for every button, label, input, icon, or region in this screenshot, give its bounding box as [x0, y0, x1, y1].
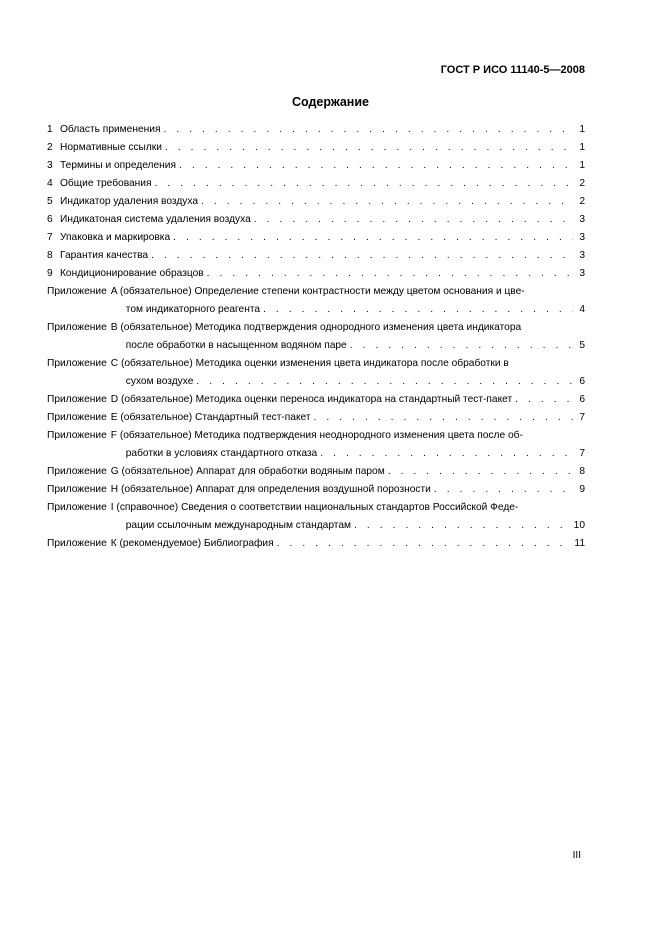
dot-leader [351, 517, 570, 535]
toc-entry-section[interactable] [47, 193, 585, 211]
annex-title: E (обязательное) Стандартный тест-пакет [110, 412, 311, 423]
section-number: 2 [47, 142, 53, 153]
annex-title: D (обязательное) Методика оценки переноса индикатора на стандартный тест-пакет [110, 394, 513, 405]
toc-entry-section[interactable] [47, 157, 585, 175]
toc-entry-annex-h[interactable] [47, 481, 585, 499]
toc-entry-section[interactable] [47, 175, 585, 193]
page-number: 3 [579, 214, 585, 225]
annex-title-line2: рации ссылочным международным стандартам [125, 520, 351, 531]
dot-leader [347, 337, 573, 355]
page-number: 11 [574, 538, 585, 549]
annex-prefix: Приложение [47, 394, 107, 405]
dot-leader [251, 211, 573, 229]
dot-leader [193, 373, 573, 391]
toc-entry-annex-d[interactable] [47, 391, 585, 409]
annex-title-line2: сухом воздухе [125, 376, 194, 387]
annex-title-line2: работки в условиях стандартного отказа [125, 448, 318, 459]
page-number: 7 [579, 448, 585, 459]
dot-leader [170, 229, 573, 247]
annex-title-line2: после обработки в насыщенном водяном паре [125, 340, 347, 351]
page-number: 1 [579, 142, 585, 153]
dot-leader [317, 445, 573, 463]
toc-entry-annex-g[interactable] [47, 463, 585, 481]
page-number: 6 [579, 394, 585, 405]
section-title: Индикатоная система удаления воздуха [60, 214, 251, 225]
page-number: 3 [579, 268, 585, 279]
dot-leader [162, 139, 573, 157]
document-standard-code: ГОСТ Р ИСО 11140-5—2008 [440, 64, 585, 76]
section-title: Термины и определения [60, 160, 176, 171]
annex-prefix: Приложение [47, 502, 107, 513]
dot-leader [152, 175, 573, 193]
dot-leader [512, 391, 573, 409]
section-number: 3 [47, 160, 53, 171]
section-number: 8 [47, 250, 53, 261]
annex-prefix: Приложение [47, 358, 107, 369]
toc-title: Содержание [291, 95, 369, 109]
annex-prefix: Приложение [47, 484, 107, 495]
section-number: 1 [47, 124, 53, 135]
toc-entry-section[interactable] [47, 229, 585, 247]
annex-prefix: Приложение [47, 286, 107, 297]
section-number: 9 [47, 268, 53, 279]
toc-entry-section[interactable] [47, 121, 585, 139]
toc-entry-annex-a[interactable] [47, 283, 585, 319]
toc-entry-section[interactable] [47, 139, 585, 157]
dot-leader [176, 157, 573, 175]
section-number: 5 [47, 196, 53, 207]
toc-entry-section[interactable] [47, 265, 585, 283]
page-number: 4 [579, 304, 585, 315]
page-number: 8 [579, 466, 585, 477]
toc-entry-annex-b[interactable] [47, 319, 585, 355]
page-folio: III [572, 850, 581, 861]
dot-leader [311, 409, 573, 427]
toc-entry-annex-i[interactable] [47, 499, 585, 535]
section-number: 6 [47, 214, 53, 225]
section-number: 4 [47, 178, 53, 189]
annex-prefix: Приложение [47, 412, 107, 423]
page-number: 6 [579, 376, 585, 387]
dot-leader [431, 481, 573, 499]
annex-title: К (рекомендуемое) Библиография [110, 538, 274, 549]
page-number: 3 [579, 232, 585, 243]
dot-leader [274, 535, 571, 553]
page-number: 7 [579, 412, 585, 423]
page-number: 2 [579, 178, 585, 189]
section-title: Упаковка и маркировка [60, 232, 171, 243]
section-title: Индикатор удаления воздуха [60, 196, 199, 207]
annex-title-line1: I (справочное) Сведения о соответствии национальных стандартов Российской Феде- [110, 502, 519, 513]
dot-leader [198, 193, 573, 211]
toc-entry-annex-e[interactable] [47, 409, 585, 427]
toc-entry-section[interactable] [47, 247, 585, 265]
section-number: 7 [47, 232, 53, 243]
annex-title-line1: B (обязательное) Методика подтверждения однородного изменения цвета индикатора [110, 322, 522, 333]
annex-title-line2: том индикаторного реагента [125, 304, 261, 315]
page-number: 2 [579, 196, 585, 207]
dot-leader [385, 463, 573, 481]
section-title: Общие требования [60, 178, 152, 189]
dot-leader [148, 247, 573, 265]
toc-entry-annex-f[interactable] [47, 427, 585, 463]
section-title: Нормативные ссылки [60, 142, 162, 153]
dot-leader [204, 265, 573, 283]
page-number: 10 [573, 520, 585, 531]
table-of-contents [47, 121, 585, 553]
toc-entry-section[interactable] [47, 211, 585, 229]
annex-title-line1: C (обязательное) Методика оценки изменения цвета индикатора после обработки в [110, 358, 509, 369]
section-title: Область применения [60, 124, 161, 135]
toc-entry-annex-k[interactable] [47, 535, 585, 553]
annex-title: G (обязательное) Аппарат для обработки водяным паром [110, 466, 385, 477]
page-number: 9 [579, 484, 585, 495]
annex-title: H (обязательное) Аппарат для определения воздушной порозности [110, 484, 431, 495]
page-number: 5 [579, 340, 585, 351]
dot-leader [160, 121, 573, 139]
annex-prefix: Приложение [47, 322, 107, 333]
annex-prefix: Приложение [47, 538, 107, 549]
annex-prefix: Приложение [47, 430, 107, 441]
page-number: 1 [579, 124, 585, 135]
section-title: Гарантия качества [60, 250, 149, 261]
dot-leader [260, 301, 573, 319]
page-number: 1 [579, 160, 585, 171]
annex-title-line1: F (обязательное) Методика подтверждения неоднородного изменения цвета после об- [110, 430, 523, 441]
annex-prefix: Приложение [47, 466, 107, 477]
section-title: Кондиционирование образцов [60, 268, 204, 279]
annex-title-line1: A (обязательное) Определение степени контрастности между цветом основания и цве- [110, 286, 525, 297]
page-number: 3 [579, 250, 585, 261]
toc-entry-annex-c[interactable] [47, 355, 585, 391]
